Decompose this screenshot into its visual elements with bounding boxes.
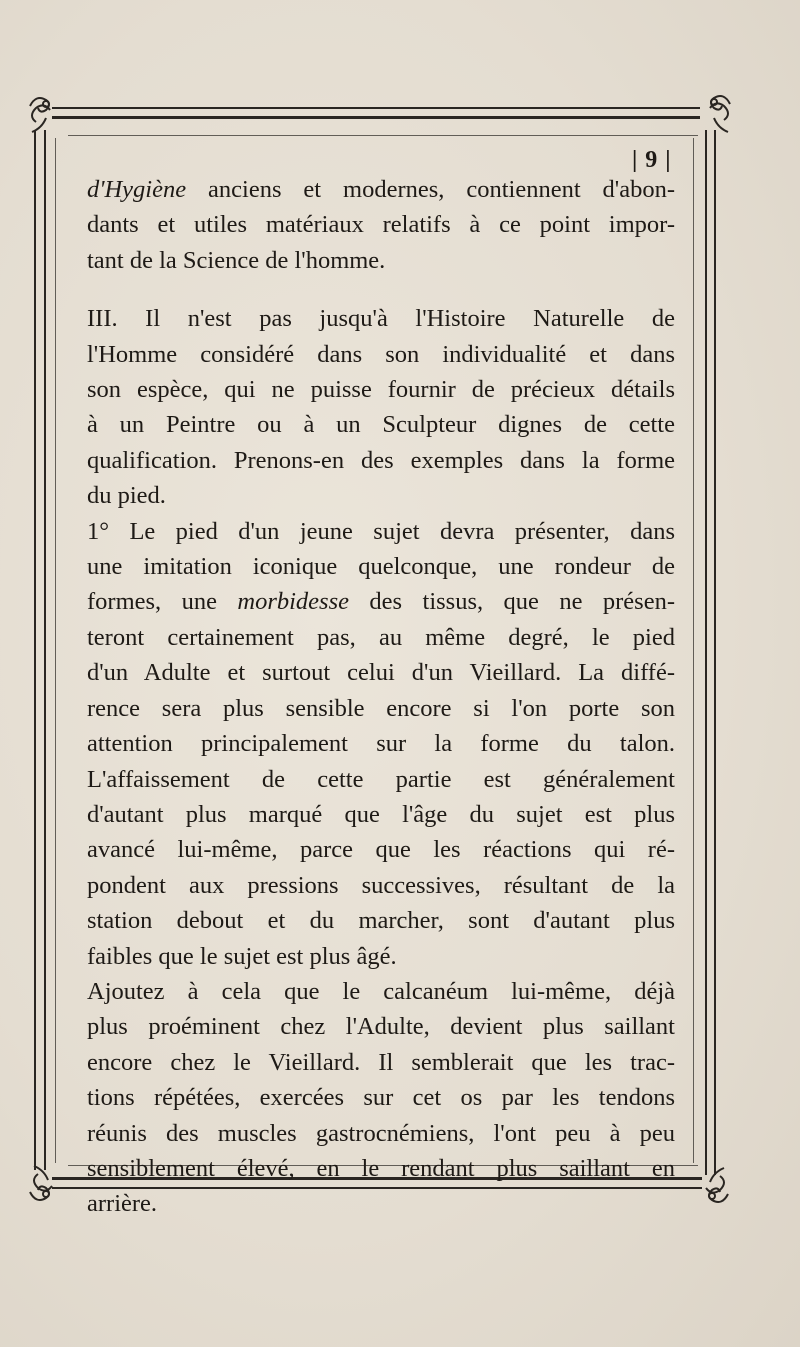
italic-term: morbidesse: [237, 588, 349, 616]
text-line: station debout et du marcher, sont d'autant plus: [87, 907, 675, 935]
text-line: L'affaissement de cette partie est généralement: [87, 765, 675, 793]
corner-ornament-top-right-icon: [690, 90, 734, 140]
frame-right-rule-outer: [714, 130, 716, 1175]
text-line: teront certainement pas, au même degré, le pied: [87, 623, 675, 651]
frame-left-rule-outer: [34, 130, 36, 1170]
text-line: attention principalement sur la forme du talon.: [87, 730, 675, 758]
text-line: d'un Adulte et surtout celui d'un Vieillard. La diffé-: [87, 659, 675, 687]
text-line: son espèce, qui ne puisse fournir de précieux détails: [87, 376, 675, 404]
page-number: | 9 |: [632, 147, 672, 173]
text-line: d'autant plus marqué que l'âge du sujet est plus: [87, 800, 675, 828]
text-line: avancé lui-même, parce que les réactions qui ré-: [87, 836, 675, 864]
frame-top-rule-outer: [52, 107, 700, 109]
text-line: l'Homme considéré dans son individualité et dans: [87, 340, 675, 368]
paragraph: [87, 514, 675, 974]
text-line: arrière.: [87, 1190, 158, 1218]
text-line: tant de la Science de l'homme.: [87, 246, 386, 274]
corner-ornament-bottom-right-icon: [682, 1160, 734, 1206]
paragraph: [87, 301, 675, 513]
text-line: sensiblement élevé, en le rendant plus saillant en: [87, 1154, 675, 1182]
frame-top-rule-inner: [52, 116, 700, 119]
text-line: formes, une morbidesse des tissus, que ne présen-: [87, 588, 675, 616]
frame-top-rule-thin: [68, 135, 698, 136]
corner-ornament-bottom-left-icon: [26, 1158, 74, 1204]
paragraph-gap: [87, 278, 675, 301]
body-text: [87, 172, 675, 1222]
text-line: 1° Le pied d'un jeune sujet devra présenter, dans: [87, 517, 675, 545]
text-line: dants et utiles matériaux relatifs à ce point impor-: [87, 211, 675, 239]
text-line: réunis des muscles gastrocnémiens, l'ont peu à peu: [87, 1119, 675, 1147]
text-line: plus proéminent chez l'Adulte, devient plus saillant: [87, 1013, 675, 1041]
text-line: une imitation iconique quelconque, une rondeur de: [87, 553, 675, 581]
frame-right-rule-inner: [705, 130, 707, 1175]
text-line: encore chez le Vieillard. Il semblerait que les trac-: [87, 1048, 675, 1076]
frame-left-rule-inner: [44, 130, 46, 1170]
text-line: faibles que le sujet est plus âgé.: [87, 942, 397, 970]
text-line: tions répétées, exercées sur cet os par les tendons: [87, 1084, 675, 1112]
paragraph: [87, 974, 675, 1222]
text-line: pondent aux pressions successives, résultant de la: [87, 871, 675, 899]
italic-term: d'Hygiène: [87, 176, 187, 203]
frame-right-rule-thin: [693, 138, 694, 1163]
text-line: qualification. Prenons-en des exemples dans la forme: [87, 446, 675, 474]
text-line: Ajoutez à cela que le calcanéum lui-même, déjà: [87, 977, 675, 1005]
text-line: d'Hygiène anciens et modernes, contiennent d'abon-: [87, 176, 675, 203]
text-line: du pied.: [87, 482, 166, 510]
paragraph: [87, 172, 675, 278]
text-line: III. Il n'est pas jusqu'à l'Histoire Naturelle de: [87, 305, 675, 333]
corner-ornament-top-left-icon: [26, 92, 70, 140]
text-line: à un Peintre ou à un Sculpteur dignes de cette: [87, 411, 675, 439]
frame-left-rule-thin: [55, 138, 56, 1163]
text-line: rence sera plus sensible encore si l'on porte son: [87, 694, 675, 722]
